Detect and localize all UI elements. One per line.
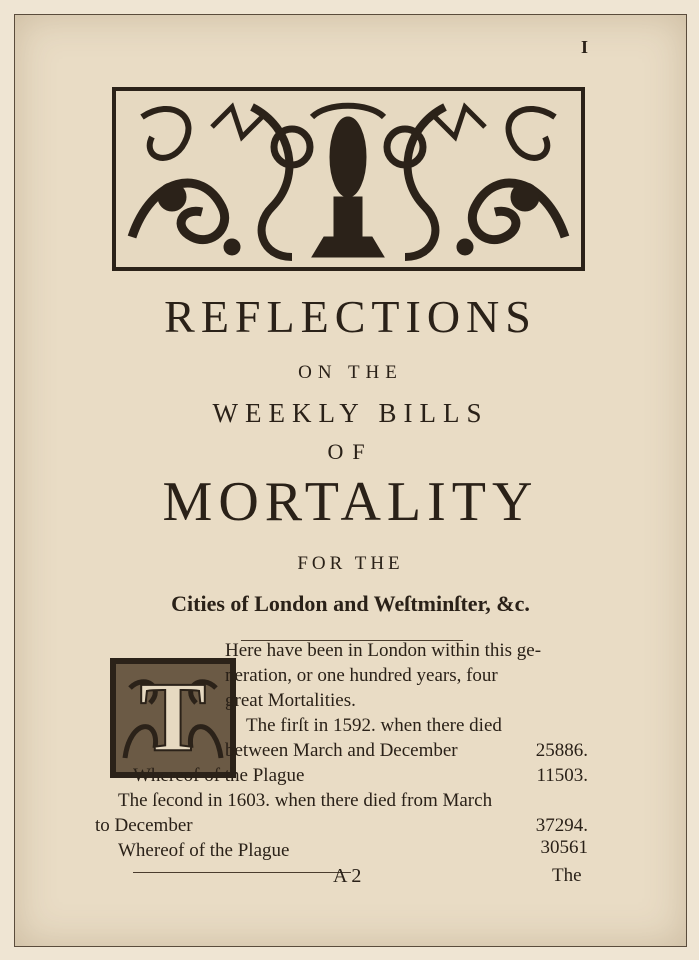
title-mortality: MORTALITY [162,471,539,533]
signature-mark: A 2 [333,865,362,887]
book-page [14,14,687,947]
title-cities: Cities of London and Weſtminſter, &c. [171,591,530,616]
title-on-the: ON THE [298,362,403,383]
body-line-1: Here have been in London within this ge- [225,640,542,661]
decorated-initial [110,658,236,778]
body-line-4: The firſt in 1592. when there died [246,715,502,736]
body-line-7: The ſecond in 1603. when there died from March [118,790,493,811]
dropcap-letter: T [139,661,207,772]
title-reflections: REFLECTIONS [164,291,537,342]
title-weekly-bills: WEEKLY BILLS [212,398,489,428]
count-1592-total: 25886. [535,740,588,761]
count-1603-plague: 30561 [540,837,588,858]
body-line-8: to December [95,815,193,836]
body-line-6: Whereof of the Plague [133,765,305,786]
title-of: OF [327,439,374,464]
plague-underline [133,872,351,873]
body-line-9: Whereof of the Plague [118,840,290,861]
count-1592-plague: 11503. [536,765,588,786]
page-number: I [581,37,589,57]
body-line-2: neration, or one hundred years, four [225,665,498,686]
title-for-the: FOR THE [297,553,404,574]
body-line-3: great Mortalities. [225,690,356,711]
woodcut-ornament [112,87,585,271]
count-1603-total: 37294. [535,815,588,836]
catchword: The [552,865,582,886]
body-line-5: between March and December [225,740,458,761]
